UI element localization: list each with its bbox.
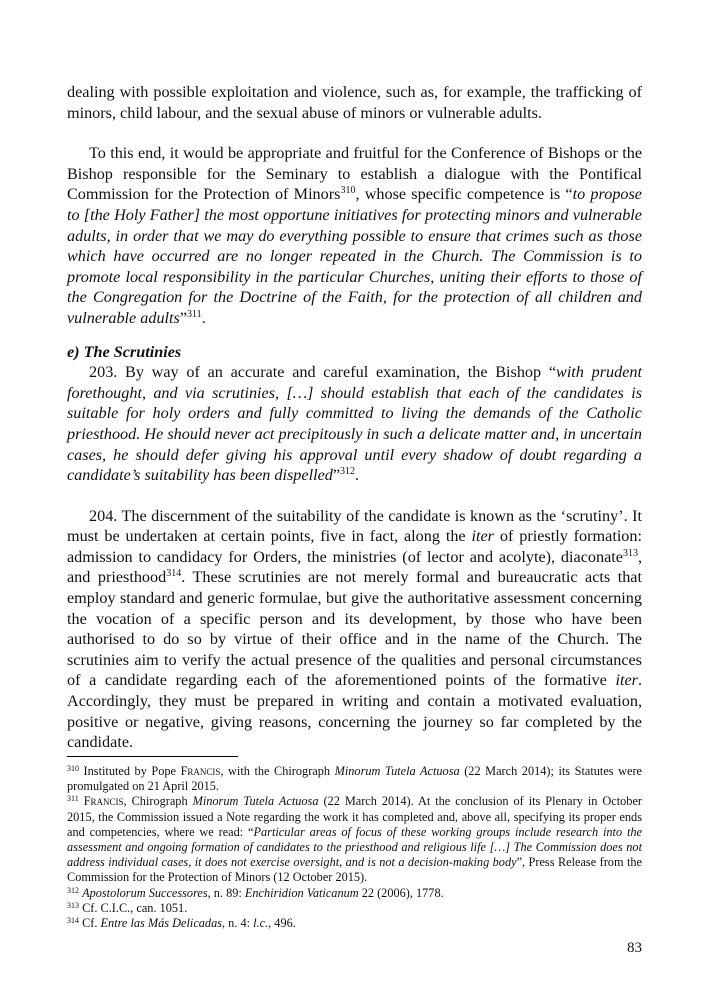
footnote-ref-310[interactable]: 310: [340, 185, 356, 197]
footnotes: [67, 764, 642, 931]
footnote-313: $^{313}$ Cf. C.I.C., can. 1051.: [67, 900, 188, 915]
section-heading: e) The Scrutinies: [67, 342, 182, 361]
footnote-ref-312[interactable]: 312: [340, 466, 356, 478]
body-text: [67, 82, 642, 753]
paragraph-203: 203. By way of an accurate and careful examination, the Bishop “with prudent forethought, and via scrutinies, […] should establish that each of the candidates is suitable for holy orders and fully committed to living the demands of the Catholic priesthood. He should never act precipitously in such a delicate matter and, in uncertain cases, he should defer giving his approval until every shadow of doubt regarding a candidate’s suitability has been dispelled”$^{312}$.: [67, 363, 642, 485]
quote-holy-father: to propose to [the Holy Father] the most opportune initiatives for protecting minors and vulnerable adults, in order that we may do everything possible to ensure that crimes such as those which have occurred are no longer repeated in the Church. The Commission is to promote local responsibility in the particular Churches, uniting their efforts to those of the Congregation for the Doctrine of the Faith, for the protection of all children and vulnerable adults: [67, 185, 642, 327]
footnote-310: $^{310}$ Instituted by Pope Francis, with the Chirograph Minorum Tutela Actuosa (22 March 2014); its Statutes were promulgated on 21 April 2015.: [67, 764, 643, 794]
footnote-ref-311[interactable]: 311: [187, 308, 202, 320]
paragraph-continuation: dealing with possible exploitation and violence, such as, for example, the trafficking of minors, child labour, and the sexual abuse of minors or vulnerable adults.: [67, 83, 642, 122]
footnote-separator: [67, 756, 238, 757]
footnote-314: $^{314}$ Cf. Entre las Más Delicadas, n. 4: l.c., 496.: [67, 916, 296, 931]
footnote-ref-314[interactable]: 314: [166, 568, 182, 580]
footnote-312: $^{312}$ Apostolorum Successores, n. 89: Enchiridion Vaticanum 22 (2006), 1778.: [67, 885, 444, 900]
footnote-ref-313[interactable]: 313: [622, 547, 638, 559]
paragraph-204: 204. The discernment of the suitability of the candidate is known as the ‘scrutiny’. It must be undertaken at certain points, five in fact, along the iter of priestly formation: admission to candidacy for Orders, the ministries (of lector and acolyte), diaconate$^{313}$, and priesthood$^{314}$. These scrutinies are not merely formal and bureaucratic acts that employ standard and generic formulae, but give the authoritative assessment concerning the vocation of a specific person and its development, by those who have been authorised to do so by virtue of their office and in the name of the Church. The scrutinies aim to verify the actual presence of the qualities and personal circumstances of a candidate regarding each of the aforementioned points of the formative iter. Accordingly, they must be prepared in writing and contain a motivated evaluation, positive or negative, giving reasons, concerning the journey so far completed by the candidate.: [67, 506, 642, 752]
footnote-311: $^{311}$ Francis, Chirograph Minorum Tutela Actuosa (22 March 2014). At the conclusion of its Plenary in October 2015, the Commission issued a Note regarding the work it has completed and, above all, specifying its proper ends and competencies, where we read: “Particular areas of focus of these working groups include research into the assessment and ongoing formation of candidates to the priesthood and religious life […] The Commission does not address individual cases, it does not exercise oversight, and is not a decision-making body”, Press Release from the Commission for the Protection of Minors (12 October 2015).: [67, 794, 643, 885]
page-number: 83: [627, 940, 642, 956]
quote-bishop: with prudent forethought, and via scrutinies, […] should establish that each of the candidates is suitable for holy orders and fully committed to living the demands of the Catholic priesthood. He should never act precipitously in such a delicate matter and, in uncertain cases, he should defer giving his approval until every shadow of doubt regarding a candidate’s suitability has been dispelled: [67, 363, 642, 485]
paragraph-dialogue: To this end, it would be appropriate and fruitful for the Conference of Bishops or the Bishop responsible for the Seminary to establish a dialogue with the Pontifical Commission for the Protection of Minors$^{310}$, whose specific competence is “to propose to [the Holy Father] the most opportune initiatives for protecting minors and vulnerable adults, in order that we may do everything possible to ensure that crimes such as those which have occurred are no longer repeated in the Church. The Commission is to promote local responsibility in the particular Churches, uniting their efforts to those of the Congregation for the Doctrine of the Faith, for the protection of all children and vulnerable adults”$^{311}$.: [67, 144, 642, 327]
